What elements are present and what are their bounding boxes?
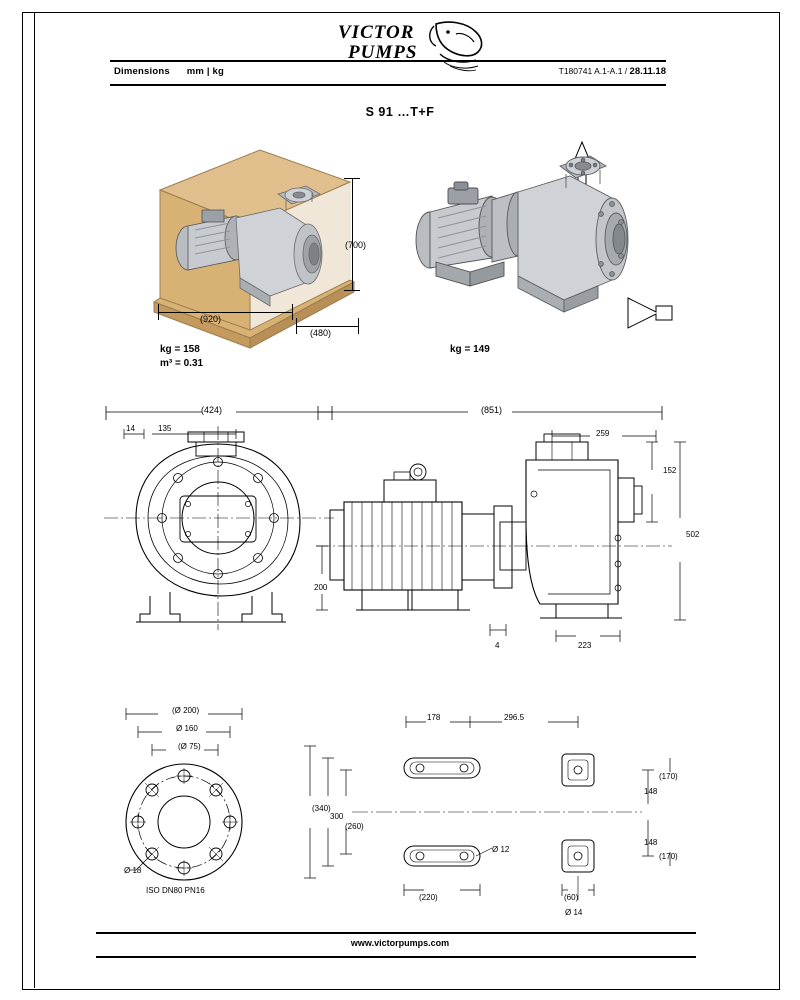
packed-height-tick-bottom xyxy=(344,290,360,291)
unpacked-weight-label: kg = 149 xyxy=(450,344,490,355)
side-view-length-label: (851) xyxy=(481,405,503,415)
baseplate-dim-60: (60) xyxy=(564,893,579,902)
flange-bore-label: (Ø 75) xyxy=(178,742,201,751)
flange-bolt-circle-label: Ø 160 xyxy=(176,724,198,733)
packed-height-label: (700) xyxy=(345,240,367,250)
logo-line2: PUMPS xyxy=(348,42,418,63)
baseplate-dim-148-top: 148 xyxy=(644,787,658,796)
baseplate-dim-220: (220) xyxy=(419,893,438,902)
header-doc-code: T180741 A.1-A.1 / xyxy=(558,66,628,76)
baseplate-dim-170-top: (170) xyxy=(659,772,678,781)
packed-depth-label: (480) xyxy=(310,328,332,338)
side-view-dim-502: 502 xyxy=(686,530,700,539)
pelican-icon xyxy=(426,20,488,72)
packed-depth-dim-line xyxy=(296,326,358,327)
packed-volume-label: m³ = 0.31 xyxy=(160,358,204,369)
side-view-drawing xyxy=(300,398,700,658)
packed-depth-tick-right xyxy=(358,318,359,334)
flange-standard-label: ISO DN80 PN16 xyxy=(146,886,205,895)
header-docinfo xyxy=(559,66,666,77)
flow-arrow-right xyxy=(628,298,672,328)
logo-line1: VICTOR xyxy=(338,22,415,43)
baseplate-dim-296-5: 296.5 xyxy=(504,713,525,722)
baseplate-dim-170-bot: (170) xyxy=(659,852,678,861)
flange-outer-dia-label: (Ø 200) xyxy=(172,706,200,715)
baseplate-dim-260: (260) xyxy=(345,822,364,831)
baseplate-dim-148-bot: 148 xyxy=(644,838,658,847)
flange-hole-dia-label: Ø 18 xyxy=(124,866,142,875)
packed-pump-illustration xyxy=(140,130,370,370)
page-inner-rule xyxy=(34,12,35,988)
packed-width-dim-line xyxy=(158,312,292,313)
header-doc-date: 28.11.18 xyxy=(629,66,666,77)
packed-width-tick-left xyxy=(158,304,159,320)
header-rule-bottom xyxy=(110,84,666,86)
baseplate-dim-300: 300 xyxy=(330,812,344,821)
packed-weight-label: kg = 158 xyxy=(160,344,200,355)
header-dimensions xyxy=(114,66,224,77)
footer-rule-top xyxy=(96,932,696,934)
baseplate-drawing xyxy=(296,700,696,910)
page-title: S 91 …T+F xyxy=(365,105,435,119)
baseplate-dim-178: 178 xyxy=(427,713,441,722)
side-view-dim-259: 259 xyxy=(596,429,610,438)
victor-pumps-logo xyxy=(330,20,490,68)
unpacked-pump-illustration xyxy=(400,130,690,370)
baseplate-dim-340: (340) xyxy=(312,804,331,813)
side-view-dim-200: 200 xyxy=(314,583,328,592)
side-view-dim-223: 223 xyxy=(578,641,592,650)
packed-width-label: (920) xyxy=(200,314,222,324)
front-view-dim-135: 135 xyxy=(158,424,172,433)
front-view-width-label: (424) xyxy=(201,405,223,415)
side-view-dim-152: 152 xyxy=(663,466,677,475)
packed-height-dim-line xyxy=(352,178,353,290)
header-dimensions-label: Dimensions xyxy=(114,66,170,77)
packed-height-tick-top xyxy=(344,178,360,179)
packed-depth-tick-left xyxy=(296,318,297,334)
header-units-label: mm | kg xyxy=(186,66,225,77)
packed-width-tick-right xyxy=(292,304,293,320)
baseplate-hole-12: Ø 12 xyxy=(492,845,510,854)
footer-website[interactable]: www.victorpumps.com xyxy=(350,938,450,948)
side-view-dim-4: 4 xyxy=(495,641,500,650)
baseplate-hole-14: Ø 14 xyxy=(565,908,583,917)
front-view-dim-14: 14 xyxy=(126,424,135,433)
footer-rule-bottom xyxy=(96,956,696,958)
